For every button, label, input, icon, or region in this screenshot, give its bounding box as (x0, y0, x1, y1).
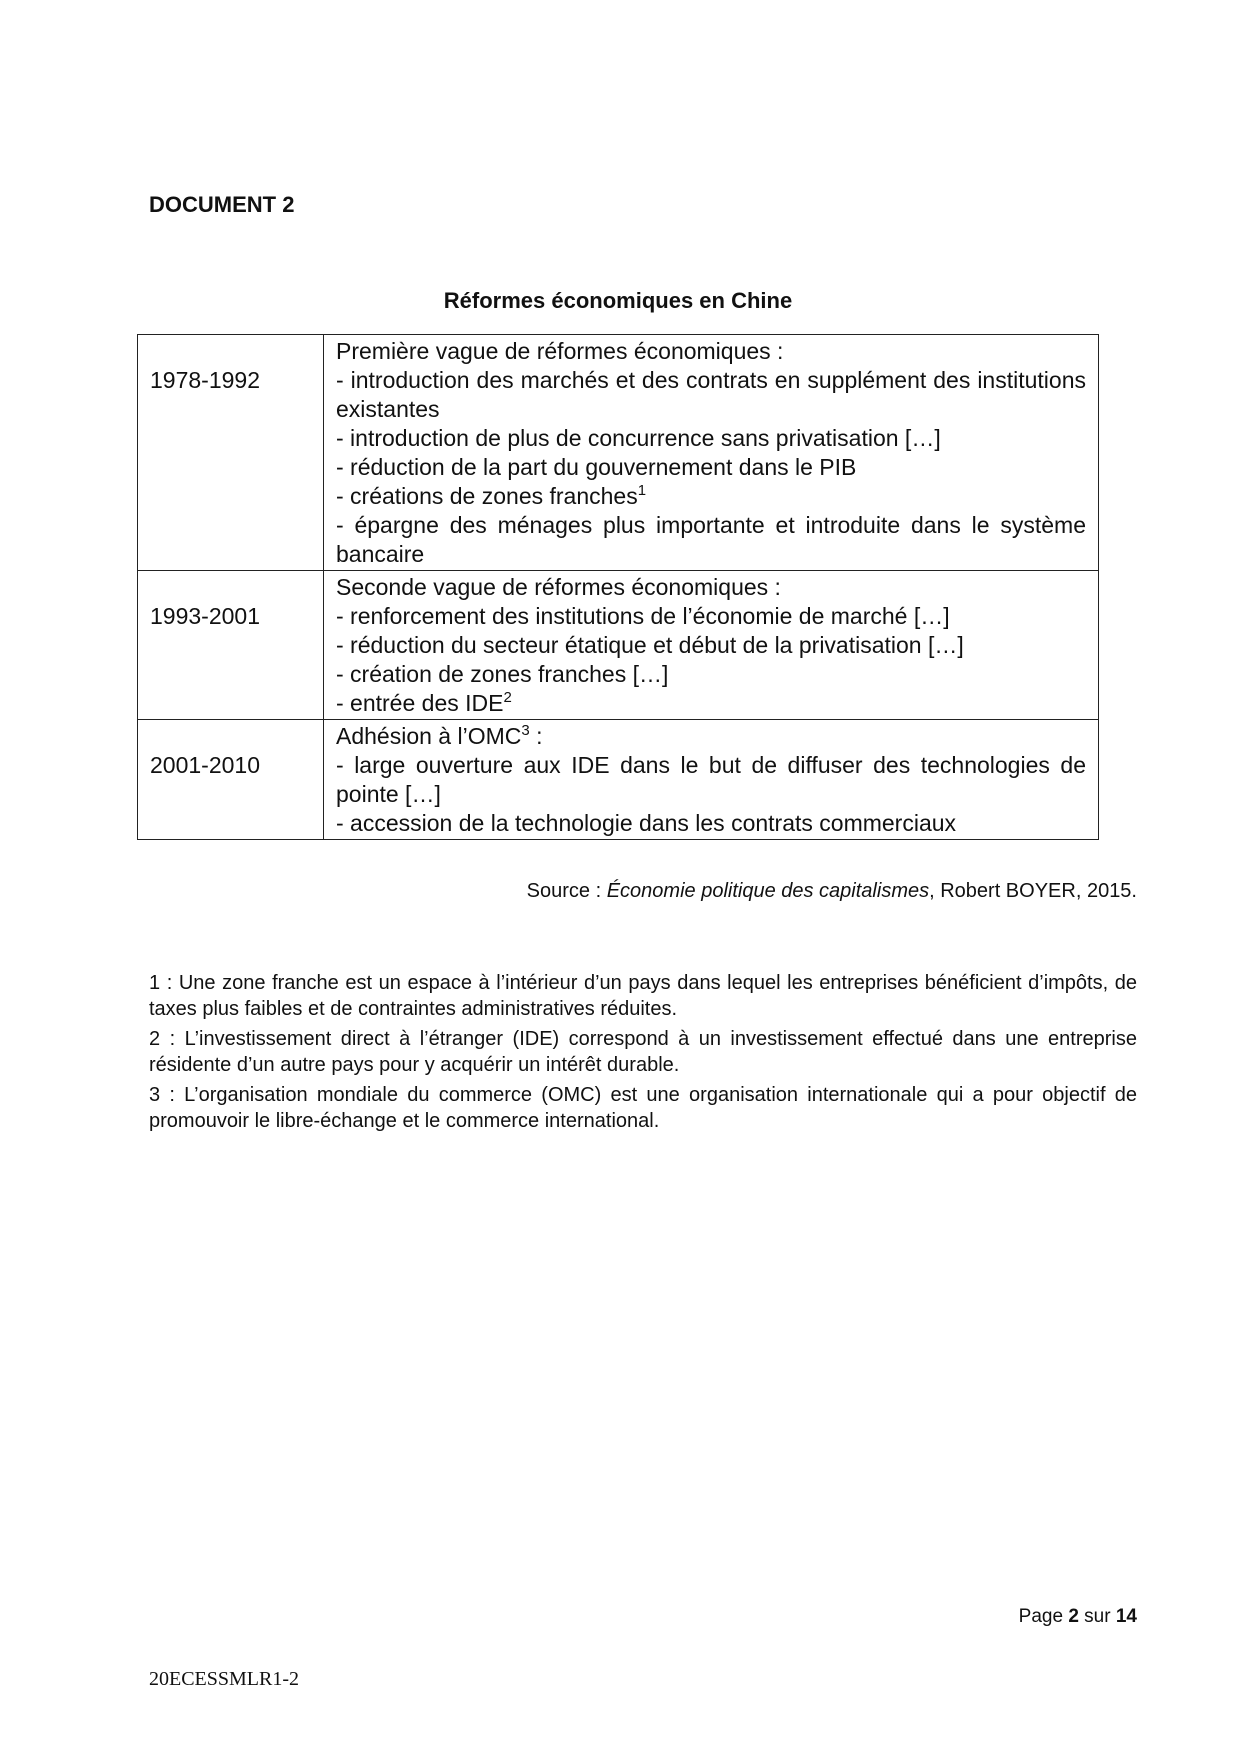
table-row (138, 720, 1099, 840)
footnotes (149, 970, 1137, 1138)
reforms-cell (324, 571, 1099, 720)
reform-line: - réduction du secteur étatique et début de la privatisation […] (336, 632, 964, 658)
reform-line: - création de zones franches […] (336, 661, 669, 687)
footnote-ref: 2 (503, 689, 512, 706)
footnote-ref: 3 (521, 722, 530, 739)
footnote: 3 : L’organisation mondiale du commerce (OMC) est une organisation internationale qui a pour objectif de promouvoir le libre-échange et le commerce international. (149, 1084, 1137, 1132)
reforms-cell (324, 720, 1099, 840)
page-number: Page 2 sur 14 (1018, 1606, 1137, 1627)
footnote-ref: 1 (637, 482, 647, 499)
reform-line: - épargne des ménages plus importante et introduite dans le système bancaire (336, 512, 1086, 567)
reform-line: Adhésion à l’OMC$^3$ : (336, 722, 543, 749)
footnote: 2 : L’investissement direct à l’étranger (IDE) correspond à un investissement effectué dans une entreprise résidente d’un autre pays pour y acquérir un intérêt durable. (149, 1028, 1137, 1076)
period-cell: 1993-2001 (138, 571, 324, 720)
reform-line: Seconde vague de réformes économiques : (336, 574, 781, 600)
source-work-title: Économie politique des capitalismes (606, 880, 930, 902)
period-cell: 1978-1992 (138, 335, 324, 571)
footnote: 1 : Une zone franche est un espace à l’intérieur d’un pays dans lequel les entreprises bénéficient d’impôts, de taxes plus faibles et de contraintes administratives réduites. (149, 972, 1137, 1020)
reform-line: - réduction de la part du gouvernement dans le PIB (336, 454, 857, 480)
reforms-table (137, 334, 1099, 840)
reform-line: - introduction de plus de concurrence sans privatisation […] (336, 425, 941, 451)
document-code: 20ECESSMLR1-2 (149, 1668, 300, 1690)
reform-line: - large ouverture aux IDE dans le but de diffuser des technologies de pointe […] (336, 752, 1086, 807)
document-title: Réformes économiques en Chine (443, 288, 793, 313)
reform-line: Première vague de réformes économiques : (336, 338, 784, 364)
reforms-cell (324, 335, 1099, 571)
table-row (138, 571, 1099, 720)
reform-line: - accession de la technologie dans les contrats commerciaux (336, 810, 957, 836)
table-row (138, 335, 1099, 571)
reform-line: - entrée des IDE$^2$ (336, 689, 512, 716)
document-label: DOCUMENT 2 (149, 192, 295, 217)
reform-line: - introduction des marchés et des contrats en supplément des institutions existantes (336, 367, 1086, 422)
reform-line: - créations de zones franches$^1$ (336, 482, 647, 509)
reform-line: - renforcement des institutions de l’économie de marché […] (336, 603, 950, 629)
source-citation: Source : Économie politique des capitalismes, Robert BOYER, 2015. (526, 880, 1137, 902)
period-cell: 2001-2010 (138, 720, 324, 840)
